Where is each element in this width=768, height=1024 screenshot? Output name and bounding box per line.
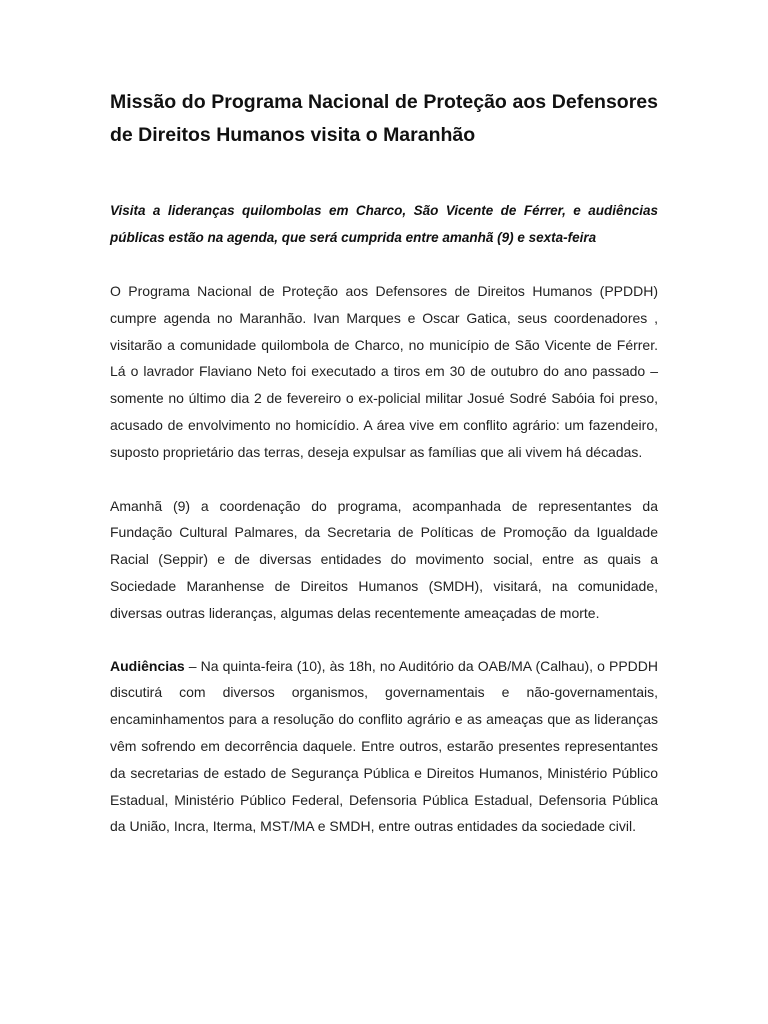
- document-title: Missão do Programa Nacional de Proteção aos Defensores de Direitos Humanos visita o Maranhão: [110, 91, 658, 146]
- paragraph-3-text: – Na quinta-feira (10), às 18h, no Auditório da OAB/MA (Calhau), o PPDDH discutirá com diversos organismos, governamentais e não-governamentais, encaminhamentos para a resolução do conflito agrário e as ameaças que as lideranças vêm sofrendo em decorrência daquele. Entre outros, estarão presentes representantes da secretarias de estado de Segurança Pública e Direitos Humanos, Ministério Público Estadual, Ministério Público Federal, Defensoria Pública Estadual, Defensoria Pública da União, Incra, Iterma, MST/MA e SMDH, entre outras entidades da sociedade civil.: [110, 657, 658, 835]
- body-paragraph-1: O Programa Nacional de Proteção aos Defensores de Direitos Humanos (PPDDH) cumpre agenda no Maranhão. Ivan Marques e Oscar Gatica, seus coordenadores , visitarão a comunidade quilombola de Charco, no município de São Vicente de Férrer. Lá o lavrador Flaviano Neto foi executado a tiros em 30 de outubro do ano passado – somente no último dia 2 de fevereiro o ex-policial militar Josué Sodré Sabóia foi preso, acusado de envolvimento no homicídio. A área vive em conflito agrário: um fazendeiro, suposto proprietário das terras, deseja expulsar as famílias que ali vivem há décadas.: [110, 283, 658, 460]
- document-subtitle: Visita a lideranças quilombolas em Charco, São Vicente de Férrer, e audiências públicas estão na agenda, que será cumprida entre amanhã (9) e sexta-feira: [110, 203, 658, 245]
- paragraph-lead-audiencias: Audiências: [110, 657, 185, 674]
- document-page: [110, 86, 658, 840]
- body-paragraph-2: Amanhã (9) a coordenação do programa, acompanhada de representantes da Fundação Cultural Palmares, da Secretaria de Políticas de Promoção da Igualdade Racial (Seppir) e de diversas entidades do movimento social, entre as quais a Sociedade Maranhense de Direitos Humanos (SMDH), visitará, na comunidade, diversas outras lideranças, algumas delas recentemente ameaçadas de morte.: [110, 497, 658, 621]
- body-paragraph-3: [110, 653, 658, 841]
